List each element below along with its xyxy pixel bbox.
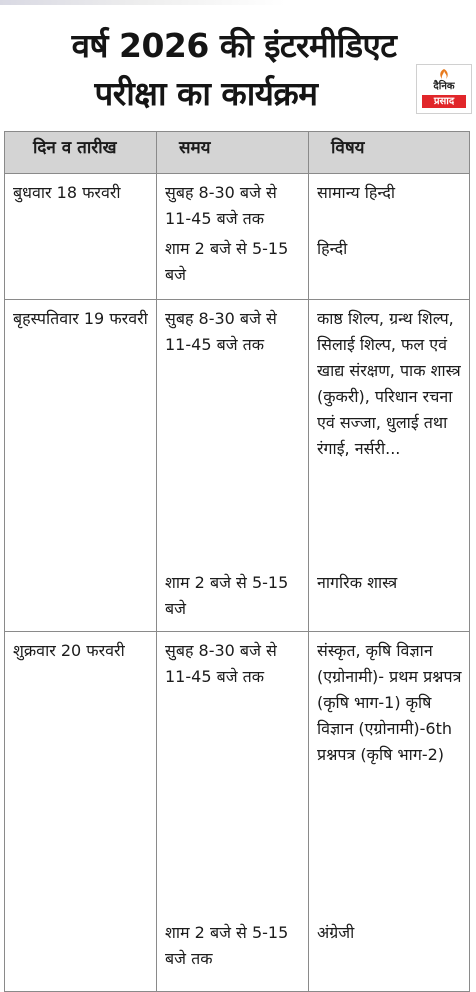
header-subject: विषय <box>309 132 470 174</box>
subject-morning: सामान्य हिन्दी <box>317 183 395 202</box>
flame-icon <box>436 68 452 80</box>
time-slot-morning: सुबह 8-30 बजे से 11-45 बजे तक <box>165 641 277 686</box>
time-cell <box>157 174 309 300</box>
time-cell <box>157 300 309 632</box>
time-slot-morning: सुबह 8-30 बजे से 11-45 बजे तक <box>165 309 277 354</box>
table-row <box>5 300 470 632</box>
table-row <box>5 174 470 300</box>
header-day-date: दिन व तारीख <box>5 132 157 174</box>
title-line-1: वर्ष 2026 की इंटरमीडिएट <box>71 26 397 65</box>
exam-schedule-table <box>4 131 470 992</box>
subject-morning: काष्ठ शिल्प, ग्रन्थ शिल्प, सिलाई शिल्प, फल एवं खाद्य संरक्षण, पाक शास्त्र (कुकरी), परिधान रचना एवं सज्जा, धुलाई तथा रंगाई, नर्सरी... <box>317 309 461 458</box>
day-cell: शुक्रवार 20 फरवरी <box>5 632 157 992</box>
subject-cell <box>309 174 470 300</box>
table-row <box>5 632 470 992</box>
subject-afternoon: अंग्रेजी <box>317 923 355 942</box>
subject-afternoon: नागरिक शास्त्र <box>317 573 398 592</box>
dainik-prasad-logo <box>416 64 472 114</box>
time-slot-morning: सुबह 8-30 बजे से 11-45 बजे तक <box>165 183 277 228</box>
time-slot-afternoon: शाम 2 बजे से 5-15 बजे <box>165 573 289 618</box>
logo-line-2: प्रसाद <box>422 95 466 108</box>
time-cell <box>157 632 309 992</box>
title-line-2: परीक्षा का कार्यक्रम <box>94 74 318 113</box>
subject-afternoon: हिन्दी <box>317 239 348 258</box>
header-time: समय <box>157 132 309 174</box>
day-cell: बृहस्पतिवार 19 फरवरी <box>5 300 157 632</box>
subject-cell <box>309 632 470 992</box>
logo-line-1: दैनिक <box>433 81 455 92</box>
page-title <box>0 22 476 118</box>
subject-morning: संस्कृत, कृषि विज्ञान (एग्रोनामी)- प्रथम प्रश्नपत्र (कृषि भाग-1) कृषि विज्ञान (एग्रोनामी)-6th प्रश्नपत्र (कृषि भाग-2) <box>317 641 462 764</box>
subject-cell <box>309 300 470 632</box>
top-edge <box>0 0 476 5</box>
time-slot-afternoon: शाम 2 बजे से 5-15 बजे <box>165 239 289 284</box>
time-slot-afternoon: शाम 2 बजे से 5-15 बजे तक <box>165 923 289 968</box>
table-header-row <box>5 132 470 174</box>
day-cell: बुधवार 18 फरवरी <box>5 174 157 300</box>
